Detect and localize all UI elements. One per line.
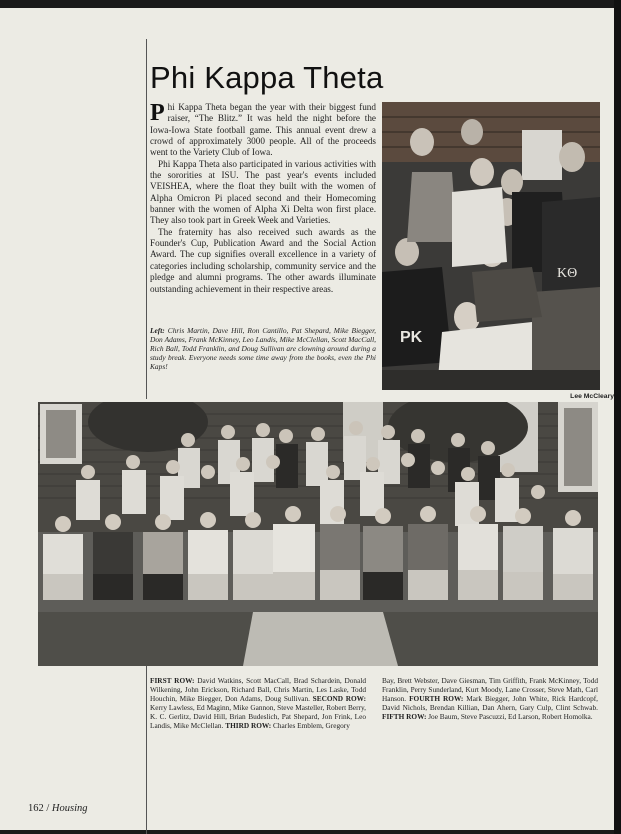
page-title: Phi Kappa Theta [150, 60, 384, 95]
page-number: 162 [28, 803, 44, 814]
drop-cap: P [150, 100, 165, 126]
margin-rule [146, 39, 147, 399]
yearbook-page [0, 4, 614, 830]
paragraph-1: Phi Kappa Theta began the year with their biggest fund raiser, “The Blitz.” It was held the night before the Iowa-Iowa State football game. This annual event drew a crowd of approximately 3000 people. All of the proceeds went to the Variety Club of Iowa. [150, 100, 376, 158]
page-footer: 162 / Housing [28, 803, 88, 814]
photo-caption-left: Left: Chris Martin, Dave Hill, Ron Cantillo, Pat Shepard, Mike Biegger, Don Adams, Frank McKinney, Leo Landis, Mike McClellan, Scott MacCall, Rich Ball, Todd Franklin, and Doug Sullivan are clowning around during a study break. Everyone needs some time away from the books, even the Phi Kaps! [150, 326, 376, 372]
article-body [150, 102, 376, 295]
binding-edge [614, 0, 621, 834]
section-name: Housing [51, 803, 88, 814]
paragraph-3: The fraternity has also received such awards as the Founder's Cup, Publication Award and the Social Action Award. The cup signifies overall excellence in a variety of categories including scholarship, community service and the pledge and alumni programs. The other awards illuminate outstanding achievement in their respective areas. [150, 226, 376, 294]
group-caption-column-2: Bay, Brett Webster, Dave Giesman, Tim Griffith, Frank McKinney, Todd Franklin, Perry Sunderland, Kurt Moody, Lane Crosser, Steve Math, Carl Hanson. FOURTH ROW: Mark Biegger, John White, Rick Hardcopf, David Nichols, Brendan Killian, Dan Ahern, Gary Culp, Clint Schwab. FIFTH ROW: Joe Baum, Steve Pascuzzi, Ed Larson, Robert Homolka. [382, 676, 598, 722]
group-photo-image [38, 402, 598, 666]
svg-text:KΘ: KΘ [557, 266, 578, 281]
candid-photo-image [382, 102, 600, 390]
margin-rule-lower [146, 664, 147, 834]
photo-credit: Lee McCleary [570, 393, 614, 400]
candid-group-photo [382, 102, 600, 390]
top-rule [0, 4, 614, 8]
group-caption-column-1: FIRST ROW: David Watkins, Scott MacCall, Brad Schardein, Donald Wilkening, John Erickson, Richard Ball, Chris Martin, Les Laske, Todd Houchin, Mike Biegger, Don Adams, Doug Sullivan. SECOND ROW: Kerry Lawless, Ed Maginn, Mike Gannon, Steve Masteller, Robert Berry, K. C. Gerlitz, David Hill, Brian Budeslich, Pat Shepard, Jon Frink, Leo Landis, Mike McClellan. THIRD ROW: Charles Emblem, Gregory [150, 676, 366, 731]
svg-text:PK: PK [400, 329, 423, 346]
group-photo [38, 402, 598, 666]
paragraph-2: Phi Kappa Theta also participated in various activities with the sororities at ISU. The past year's events included VEISHEA, where the float they built with the women of Alpha Omicron Pi placed second and their Homecoming banner with the women of Alpha Xi Delta won first place. They also took part in Greek Week and Varieties. [150, 158, 376, 226]
